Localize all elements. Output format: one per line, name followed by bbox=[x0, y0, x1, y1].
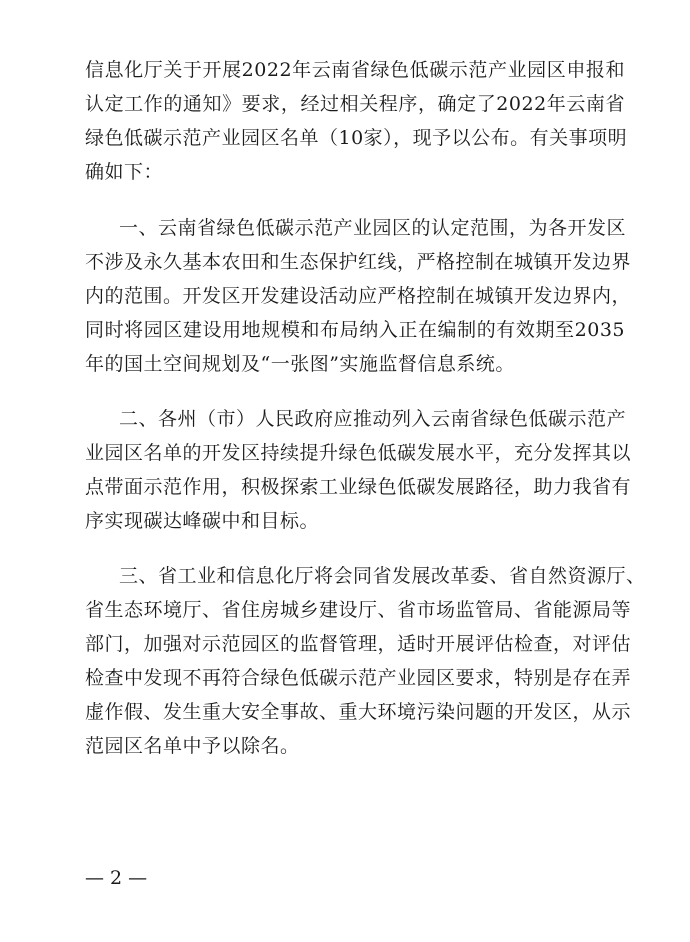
page-number: — 2 — bbox=[85, 867, 148, 889]
paragraph-first-line: 二、各州（市）人民政府应推动列入云南省绿色低碳示范产 bbox=[119, 408, 627, 430]
text-line: 同时将园区建设用地规模和布局纳入正在编制的有效期至2035 bbox=[85, 319, 625, 341]
text-line: 点带面示范作用，积极探索工业绿色低碳发展路径，助力我省有 bbox=[85, 476, 632, 498]
text-line: 信息化厅关于开展2022年云南省绿色低碳示范产业园区申报和 bbox=[85, 59, 625, 81]
paragraph-first-line: 三、省工业和信息化厅将会同省发展改革委、省自然资源厅、 bbox=[119, 565, 646, 587]
text-line: 确如下： bbox=[85, 161, 164, 183]
text-line: 部门，加强对示范园区的监督管理，适时开展评估检查，对评估 bbox=[85, 633, 632, 655]
text-line: 范园区名单中予以除名。 bbox=[85, 735, 300, 757]
paragraph-first-line: 一、云南省绿色低碳示范产业园区的认定范围，为各开发区 bbox=[119, 217, 627, 239]
text-line: 年的国土空间规划及“一张图”实施监督信息系统。 bbox=[85, 353, 515, 375]
text-line: 省生态环境厅、省住房城乡建设厅、省市场监管局、省能源局等 bbox=[85, 599, 632, 621]
text-line: 检查中发现不再符合绿色低碳示范产业园区要求，特别是存在弄 bbox=[85, 667, 632, 689]
text-line: 认定工作的通知》要求，经过相关程序，确定了2022年云南省 bbox=[85, 93, 625, 115]
text-line: 序实现碳达峰碳中和目标。 bbox=[85, 510, 320, 532]
text-line: 绿色低碳示范产业园区名单（10家），现予以公布。有关事项明 bbox=[85, 127, 628, 149]
text-line: 业园区名单的开发区持续提升绿色低碳发展水平，充分发挥其以 bbox=[85, 442, 632, 464]
text-line: 内的范围。开发区开发建设活动应严格控制在城镇开发边界内， bbox=[85, 285, 632, 307]
text-line: 不涉及永久基本农田和生态保护红线，严格控制在城镇开发边界 bbox=[85, 251, 632, 273]
text-line: 虚作假、发生重大安全事故、重大环境污染问题的开发区，从示 bbox=[85, 701, 632, 723]
